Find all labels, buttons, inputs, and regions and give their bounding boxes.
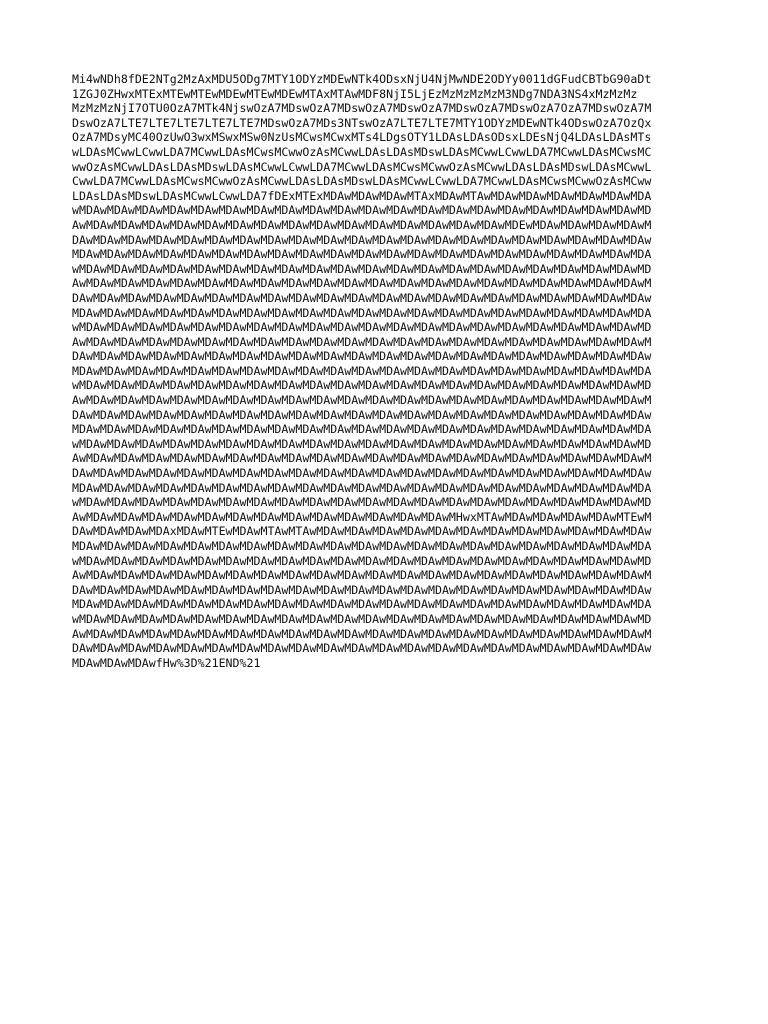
text-line-8: CwwLDA7MCwwLDAsMCwsMCwwOzAsMCwwLDAsLDAsMDswLDAsMCwwLCwwLDA7MCwwLDAsMCwsMCwwOzAsMCww xyxy=(72,174,652,189)
text-line-42 xyxy=(72,670,702,685)
text-line-32: DAwMDAwMDAwMDAxMDAwMTEwMDAwMTAwMTAwMDAwMDAwMDAwMDAwMDAwMDAwMDAwMDAwMDAwMDAwMDAwMDAw xyxy=(72,524,652,539)
text-line-20: DAwMDAwMDAwMDAwMDAwMDAwMDAwMDAwMDAwMDAwMDAwMDAwMDAwMDAwMDAwMDAwMDAwMDAwMDAwMDAwMDAw xyxy=(72,349,652,364)
text-line-3: MzMzMzNjI7OTU0OzA7MTk4NjswOzA7MDswOzA7MDswOzA7MDswOzA7MDswOzA7MDswOzA7OzA7MDswOzA7M xyxy=(72,101,652,116)
text-line-13: MDAwMDAwMDAwMDAwMDAwMDAwMDAwMDAwMDAwMDAwMDAwMDAwMDAwMDAwMDAwMDAwMDAwMDAwMDAwMDAwMDA xyxy=(72,247,652,262)
text-line-15: AwMDAwMDAwMDAwMDAwMDAwMDAwMDAwMDAwMDAwMDAwMDAwMDAwMDAwMDAwMDAwMDAwMDAwMDAwMDAwMDAwM xyxy=(72,276,652,291)
text-line-2: 1ZGJ0ZHwxMTExMTEwMTEwMDEwMTEwMDEwMTAxMTAwMDF8NjI5LjEzMzMzMzMzM3NDg7NDA3NS4xMzMzMz xyxy=(72,86,638,101)
text-line-27: AwMDAwMDAwMDAwMDAwMDAwMDAwMDAwMDAwMDAwMDAwMDAwMDAwMDAwMDAwMDAwMDAwMDAwMDAwMDAwMDAwM xyxy=(72,451,652,466)
text-line-39: AwMDAwMDAwMDAwMDAwMDAwMDAwMDAwMDAwMDAwMDAwMDAwMDAwMDAwMDAwMDAwMDAwMDAwMDAwMDAwMDAwM xyxy=(72,626,652,641)
text-line-28: DAwMDAwMDAwMDAwMDAwMDAwMDAwMDAwMDAwMDAwMDAwMDAwMDAwMDAwMDAwMDAwMDAwMDAwMDAwMDAwMDAw xyxy=(72,466,652,481)
text-line-12: DAwMDAwMDAwMDAwMDAwMDAwMDAwMDAwMDAwMDAwMDAwMDAwMDAwMDAwMDAwMDAwMDAwMDAwMDAwMDAwMDAw xyxy=(72,232,652,247)
text-line-7: wwOzAsMCwwLDAsLDAsMDswLDAsMCwwLCwwLDA7MCwwLDAsMCwsMCwwOzAsMCwwLDAsLDAsMDswLDAsMCwwL xyxy=(72,159,652,174)
text-line-31: AwMDAwMDAwMDAwMDAwMDAwMDAwMDAwMDAwMDAwMDAwMDAwMDAwMDAwMHwxMTAwMDAwMDAwMDAwMDAwMTEwM xyxy=(72,509,652,524)
text-line-41: MDAwMDAwMDAwfHw%3D%21END%21 xyxy=(72,655,261,670)
text-line-5: OzA7MDsyMC40OzUwO3wxMSwxMSw0NzUsMCwsMCwxMTs4LDgsOTY1LDAsLDAsODsxLDEsNjQ4LDAsLDAsMTs xyxy=(72,130,652,145)
text-line-35: AwMDAwMDAwMDAwMDAwMDAwMDAwMDAwMDAwMDAwMDAwMDAwMDAwMDAwMDAwMDAwMDAwMDAwMDAwMDAwMDAwM xyxy=(72,568,652,583)
text-line-38: wMDAwMDAwMDAwMDAwMDAwMDAwMDAwMDAwMDAwMDAwMDAwMDAwMDAwMDAwMDAwMDAwMDAwMDAwMDAwMDAwMD xyxy=(72,611,652,626)
text-line-14: wMDAwMDAwMDAwMDAwMDAwMDAwMDAwMDAwMDAwMDAwMDAwMDAwMDAwMDAwMDAwMDAwMDAwMDAwMDAwMDAwMD xyxy=(72,261,652,276)
text-line-34: wMDAwMDAwMDAwMDAwMDAwMDAwMDAwMDAwMDAwMDAwMDAwMDAwMDAwMDAwMDAwMDAwMDAwMDAwMDAwMDAwMD xyxy=(72,553,652,568)
text-line-37: MDAwMDAwMDAwMDAwMDAwMDAwMDAwMDAwMDAwMDAwMDAwMDAwMDAwMDAwMDAwMDAwMDAwMDAwMDAwMDAwMDA xyxy=(72,597,652,612)
text-line-11: AwMDAwMDAwMDAwMDAwMDAwMDAwMDAwMDAwMDAwMDAwMDAwMDAwMDAwMDAwMDAwMDEwMDAwMDAwMDAwMDAwM xyxy=(72,217,652,232)
text-line-40: DAwMDAwMDAwMDAwMDAwMDAwMDAwMDAwMDAwMDAwMDAwMDAwMDAwMDAwMDAwMDAwMDAwMDAwMDAwMDAwMDAw xyxy=(72,641,652,656)
text-line-45 xyxy=(72,714,702,729)
text-line-9: LDAsLDAsMDswLDAsMCwwLCwwLDA7fDExMTExMDAwMDAwMDAwMTAxMDAwMTAwMDAwMDAwMDAwMDAwMDAwMDA xyxy=(72,188,652,203)
text-line-22: wMDAwMDAwMDAwMDAwMDAwMDAwMDAwMDAwMDAwMDAwMDAwMDAwMDAwMDAwMDAwMDAwMDAwMDAwMDAwMDAwMD xyxy=(72,378,652,393)
text-line-1: Mi4wNDh8fDE2NTg2MzAxMDU5ODg7MTY1ODYzMDEwNTk4ODsxNjU4NjMwNDE2ODYy0011dGFudCBTbG90aDt xyxy=(72,72,652,86)
text-line-29: MDAwMDAwMDAwMDAwMDAwMDAwMDAwMDAwMDAwMDAwMDAwMDAwMDAwMDAwMDAwMDAwMDAwMDAwMDAwMDAwMDA xyxy=(72,480,652,495)
text-line-43 xyxy=(72,685,702,700)
text-line-16: DAwMDAwMDAwMDAwMDAwMDAwMDAwMDAwMDAwMDAwMDAwMDAwMDAwMDAwMDAwMDAwMDAwMDAwMDAwMDAwMDAw xyxy=(72,290,652,305)
text-line-23: AwMDAwMDAwMDAwMDAwMDAwMDAwMDAwMDAwMDAwMDAwMDAwMDAwMDAwMDAwMDAwMDAwMDAwMDAwMDAwMDAwM xyxy=(72,393,652,408)
text-line-24: DAwMDAwMDAwMDAwMDAwMDAwMDAwMDAwMDAwMDAwMDAwMDAwMDAwMDAwMDAwMDAwMDAwMDAwMDAwMDAwMDAw xyxy=(72,407,652,422)
text-line-25: MDAwMDAwMDAwMDAwMDAwMDAwMDAwMDAwMDAwMDAwMDAwMDAwMDAwMDAwMDAwMDAwMDAwMDAwMDAwMDAwMDA xyxy=(72,422,652,437)
text-line-17: MDAwMDAwMDAwMDAwMDAwMDAwMDAwMDAwMDAwMDAwMDAwMDAwMDAwMDAwMDAwMDAwMDAwMDAwMDAwMDAwMDA xyxy=(72,305,652,320)
text-line-4: DswOzA7LTE7LTE7LTE7LTE7LTE7MDswOzA7MDs3NTswOzA7LTE7LTE7MTY1ODYzMDEwNTk4ODswOzA7OzQx xyxy=(72,115,652,130)
text-line-33: MDAwMDAwMDAwMDAwMDAwMDAwMDAwMDAwMDAwMDAwMDAwMDAwMDAwMDAwMDAwMDAwMDAwMDAwMDAwMDAwMDA xyxy=(72,539,652,553)
document-page xyxy=(72,72,702,729)
text-line-30: wMDAwMDAwMDAwMDAwMDAwMDAwMDAwMDAwMDAwMDAwMDAwMDAwMDAwMDAwMDAwMDAwMDAwMDAwMDAwMDAwMD xyxy=(72,495,652,510)
text-line-19: AwMDAwMDAwMDAwMDAwMDAwMDAwMDAwMDAwMDAwMDAwMDAwMDAwMDAwMDAwMDAwMDAwMDAwMDAwMDAwMDAwM xyxy=(72,334,652,349)
text-line-10: wMDAwMDAwMDAwMDAwMDAwMDAwMDAwMDAwMDAwMDAwMDAwMDAwMDAwMDAwMDAwMDAwMDAwMDAwMDAwMDAwMD xyxy=(72,203,652,218)
text-line-44 xyxy=(72,700,702,715)
text-line-26: wMDAwMDAwMDAwMDAwMDAwMDAwMDAwMDAwMDAwMDAwMDAwMDAwMDAwMDAwMDAwMDAwMDAwMDAwMDAwMDAwMD xyxy=(72,436,652,451)
text-line-21: MDAwMDAwMDAwMDAwMDAwMDAwMDAwMDAwMDAwMDAwMDAwMDAwMDAwMDAwMDAwMDAwMDAwMDAwMDAwMDAwMDA xyxy=(72,363,652,378)
text-line-6: wLDAsMCwwLCwwLDA7MCwwLDAsMCwsMCwwOzAsMCwwLDAsLDAsMDswLDAsMCwwLCwwLDA7MCwwLDAsMCwsMC xyxy=(72,144,652,159)
text-line-36: DAwMDAwMDAwMDAwMDAwMDAwMDAwMDAwMDAwMDAwMDAwMDAwMDAwMDAwMDAwMDAwMDAwMDAwMDAwMDAwMDAw xyxy=(72,582,652,597)
text-line-18: wMDAwMDAwMDAwMDAwMDAwMDAwMDAwMDAwMDAwMDAwMDAwMDAwMDAwMDAwMDAwMDAwMDAwMDAwMDAwMDAwMD xyxy=(72,320,652,335)
